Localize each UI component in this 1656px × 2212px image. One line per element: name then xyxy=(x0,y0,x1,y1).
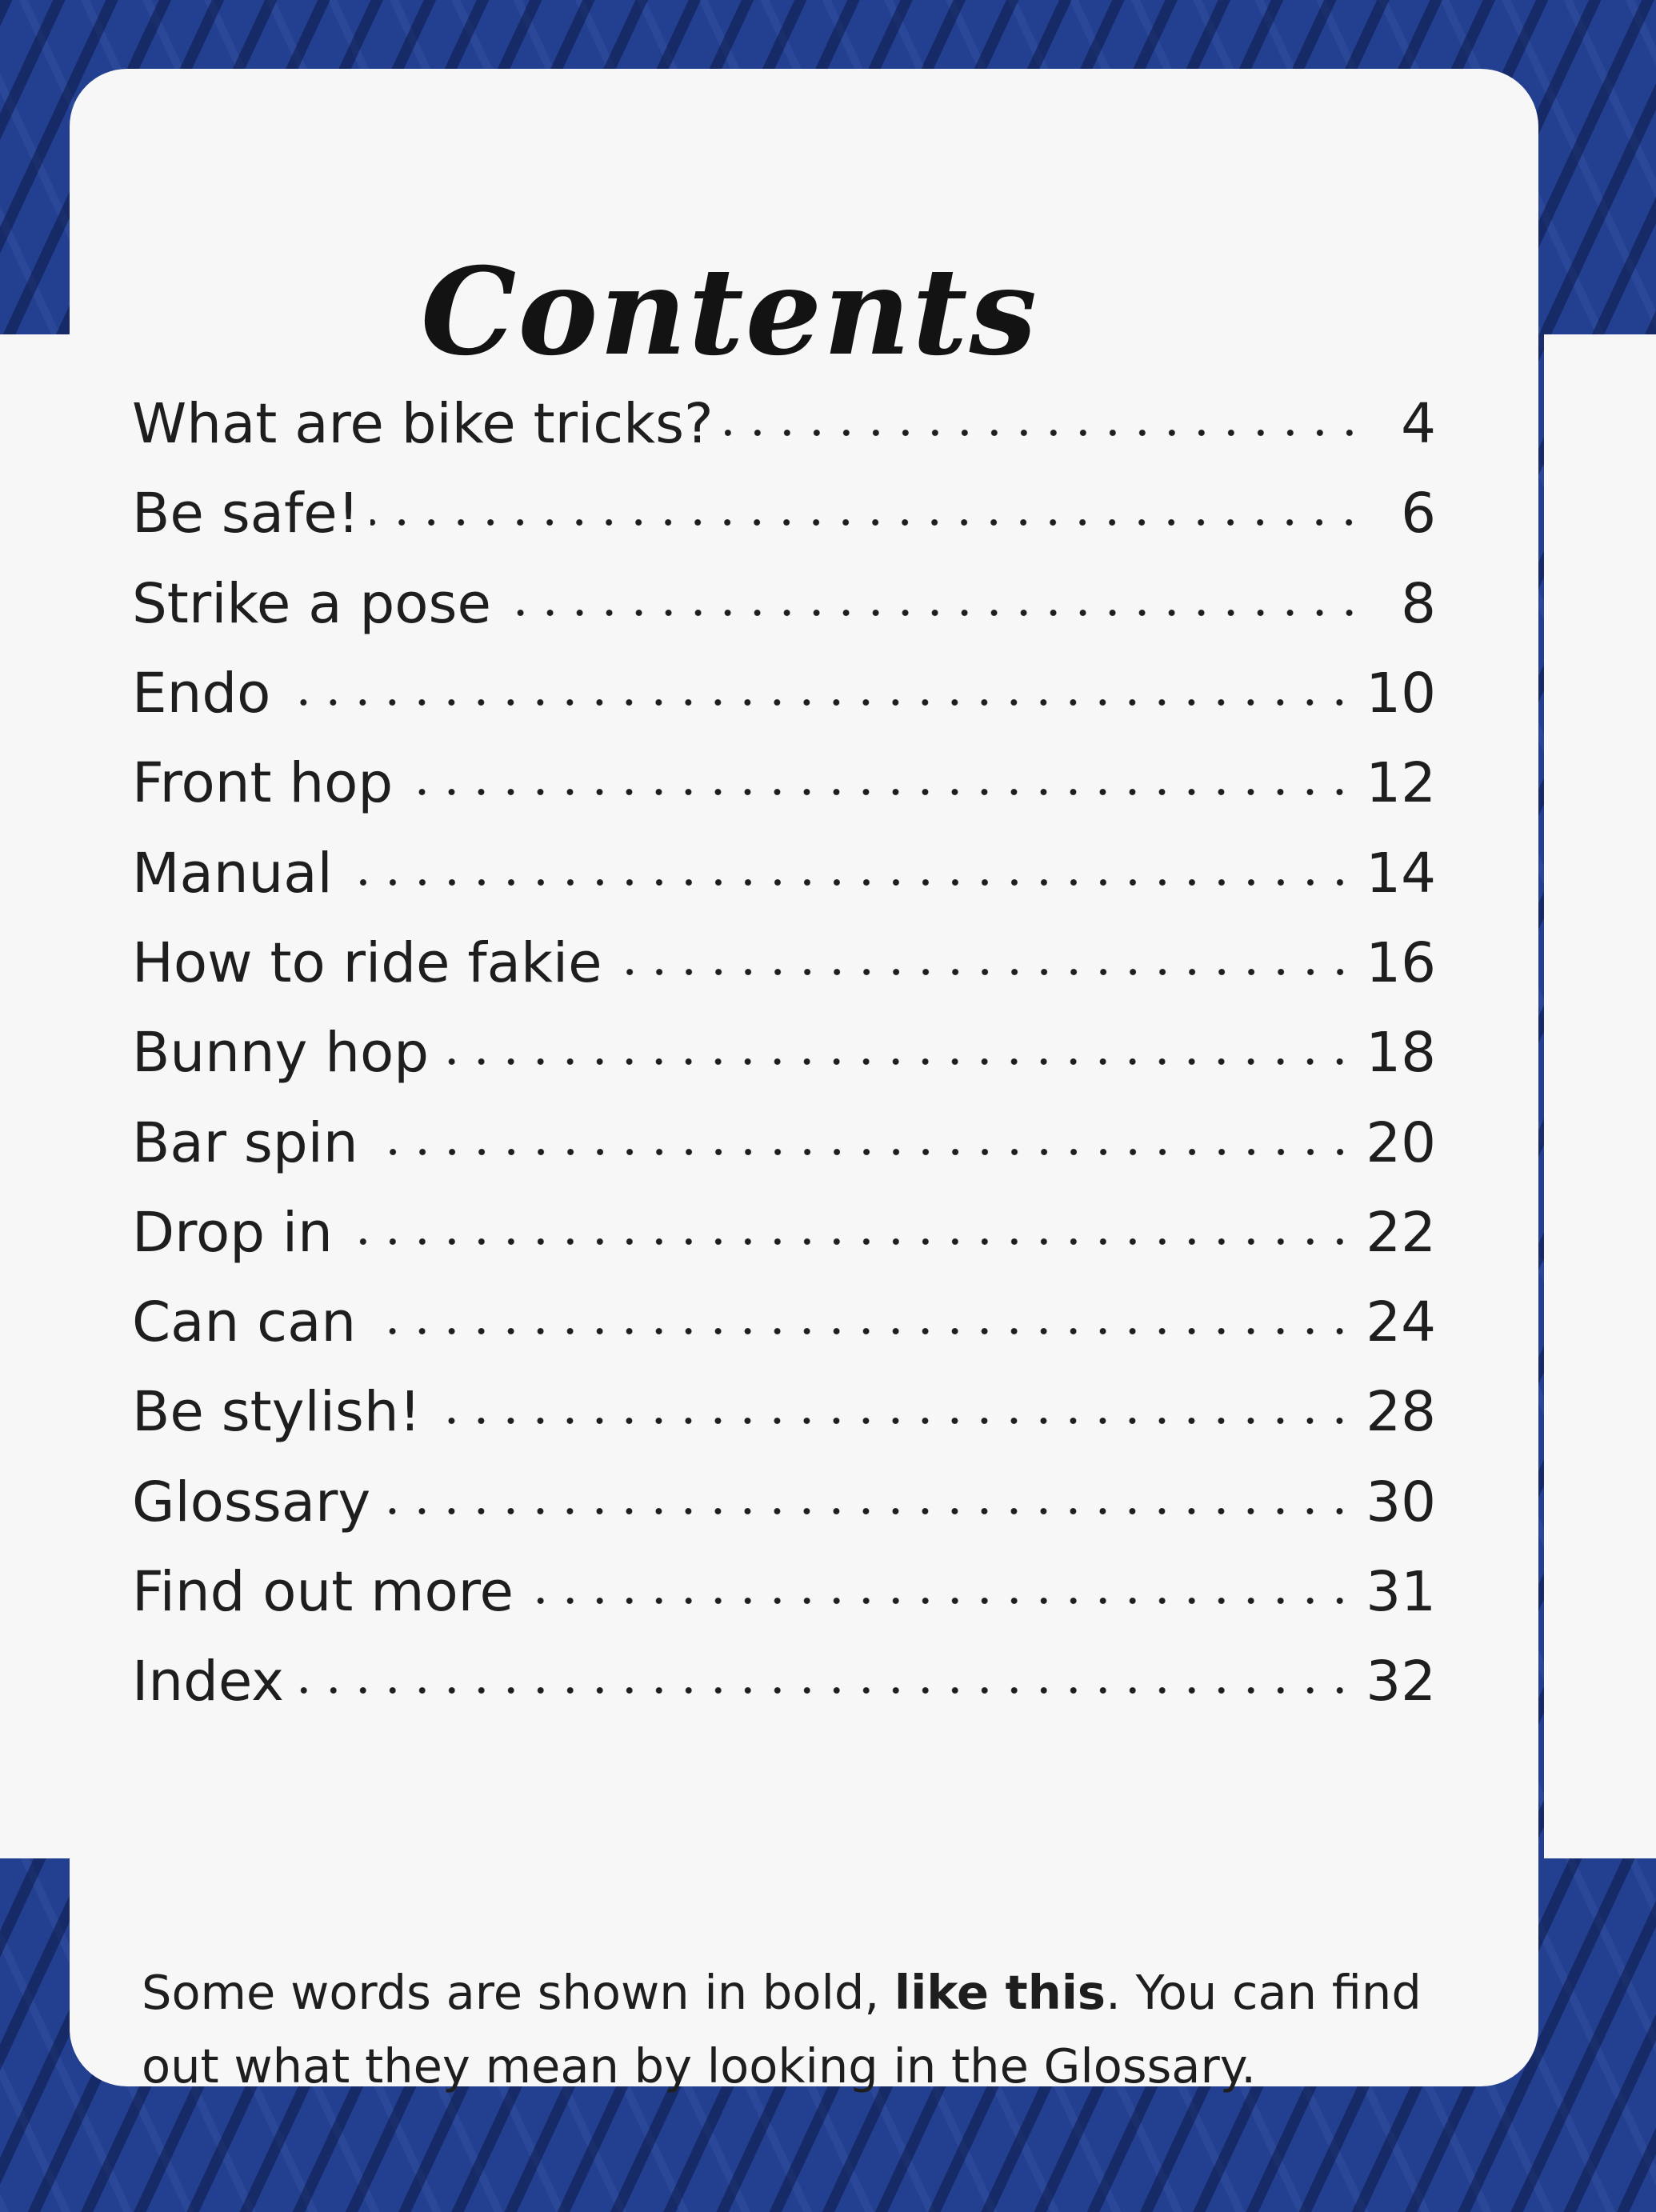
toc-entry-title: What are bike tricks? xyxy=(132,392,714,457)
glossary-note-bold-example: like this xyxy=(894,1965,1106,2020)
toc-entry[interactable] xyxy=(132,379,1436,469)
dot-leader xyxy=(440,1058,1354,1066)
dot-leader xyxy=(725,429,1364,437)
contents-card xyxy=(70,69,1538,2094)
page-title: Contents xyxy=(420,241,1038,382)
toc-entry[interactable] xyxy=(132,649,1436,738)
toc-entry[interactable] xyxy=(132,1008,1436,1098)
toc-entry-page-number: 12 xyxy=(1366,751,1436,816)
toc-entry-page-number: 32 xyxy=(1366,1650,1436,1714)
toc-entry-title: Be stylish! xyxy=(132,1380,422,1445)
dot-leader xyxy=(382,1507,1354,1515)
toc-entry-title: Index xyxy=(132,1650,284,1714)
toc-entry-page-number: 20 xyxy=(1366,1110,1436,1175)
toc-entry-page-number: 16 xyxy=(1366,930,1436,995)
toc-entry[interactable] xyxy=(132,828,1436,918)
toc-entry-page-number: 30 xyxy=(1366,1470,1436,1534)
toc-entry-title: Bunny hop xyxy=(132,1021,430,1086)
dot-leader xyxy=(404,788,1354,796)
glossary-note-text-start: Some words are shown in bold, xyxy=(142,1965,894,2020)
dot-leader xyxy=(370,1148,1355,1156)
toc-entry-page-number: 31 xyxy=(1366,1560,1436,1624)
glossary-note-text-end: . You can find out what they mean by looking in the Glossary. xyxy=(142,1965,1422,2094)
toc-entry-title: Find out more xyxy=(132,1560,514,1624)
toc-entry-title: Endo xyxy=(132,662,271,726)
toc-entry[interactable] xyxy=(132,1098,1436,1187)
toc-entry-title: Drop in xyxy=(132,1200,333,1265)
toc-entry[interactable] xyxy=(132,1547,1436,1637)
toc-entry[interactable] xyxy=(132,559,1436,649)
toc-entry-title: Strike a pose xyxy=(132,571,491,636)
toc-entry[interactable] xyxy=(132,738,1436,828)
toc-entry-page-number: 24 xyxy=(1366,1290,1436,1355)
toc-entry[interactable] xyxy=(132,469,1436,558)
toc-entry-title: Can can xyxy=(132,1290,357,1355)
dot-leader xyxy=(614,968,1355,976)
dot-leader xyxy=(370,518,1364,526)
dot-leader xyxy=(367,1327,1354,1335)
table-of-contents xyxy=(132,379,1436,1726)
toc-entry[interactable] xyxy=(132,1188,1436,1278)
dot-leader xyxy=(502,609,1364,617)
toc-entry[interactable] xyxy=(132,1458,1436,1547)
dot-leader xyxy=(344,878,1354,886)
dot-leader xyxy=(432,1417,1354,1425)
toc-entry[interactable] xyxy=(132,1278,1436,1367)
glossary-note xyxy=(142,1956,1502,2103)
toc-entry-page-number: 6 xyxy=(1401,482,1436,546)
toc-entry-page-number: 10 xyxy=(1366,662,1436,726)
right-margin-panel xyxy=(1544,334,1656,1858)
toc-entry-title: Bar spin xyxy=(132,1110,358,1175)
toc-entry-page-number: 14 xyxy=(1366,841,1436,906)
toc-entry-title: How to ride fakie xyxy=(132,930,602,995)
toc-entry-page-number: 18 xyxy=(1366,1021,1436,1086)
toc-entry-page-number: 8 xyxy=(1401,571,1436,636)
toc-entry[interactable] xyxy=(132,918,1436,1008)
toc-entry-title: Be safe! xyxy=(132,482,360,546)
toc-entry-page-number: 4 xyxy=(1401,392,1436,457)
toc-entry-page-number: 28 xyxy=(1366,1380,1436,1445)
toc-entry-title: Manual xyxy=(132,841,333,906)
dot-leader xyxy=(525,1597,1354,1605)
toc-entry-title: Glossary xyxy=(132,1470,371,1534)
toc-entry-page-number: 22 xyxy=(1366,1200,1436,1265)
toc-entry[interactable] xyxy=(132,1637,1436,1726)
toc-entry[interactable] xyxy=(132,1367,1436,1457)
toc-entry-title: Front hop xyxy=(132,751,394,816)
dot-leader xyxy=(295,1686,1354,1694)
dot-leader xyxy=(344,1238,1354,1246)
dot-leader xyxy=(282,698,1354,706)
